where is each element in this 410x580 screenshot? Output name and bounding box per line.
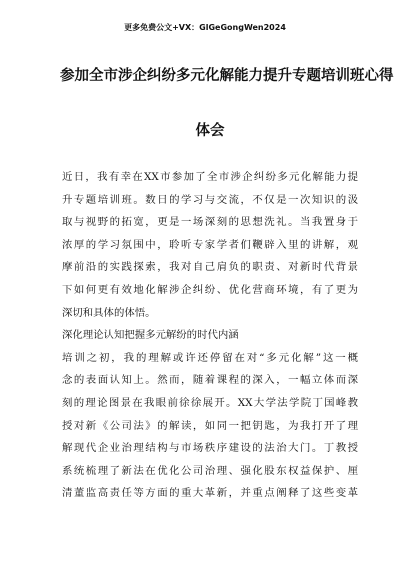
body-line: 升专题培训班。数日的学习与交流，不仅是一次知识的汲: [62, 193, 358, 206]
body-line: 念的表面认知上。然而，随着课程的深入，一幅立体而深: [62, 374, 358, 387]
body-line: 深切和具体的体悟。: [62, 306, 156, 319]
document-title-line-1: 参加全市涉企纠纷多元化解能力提升专题培训班心得: [60, 68, 394, 84]
section-heading: 深化理论认知把握多元解纷的时代内涵: [62, 329, 239, 342]
body-line: 刻的理论图景在我眼前徐徐展开。XX大学法学院丁国峰教: [62, 396, 358, 409]
body-line: 培训之初，我的理解或许还停留在对“多元化解”这一概: [62, 351, 358, 364]
body-line: 下如何更有效地化解涉企纠纷、优化营商环境，有了更为: [62, 283, 358, 296]
document-title-line-2: 体会: [195, 123, 225, 139]
body-line: 摩前沿的实践探索，我对自己肩负的职责、对新时代背景: [62, 261, 358, 274]
body-line: 取与视野的拓宽，更是一场深刻的思想洗礼。当我置身于: [62, 216, 358, 229]
body-line: 授对新《公司法》的解读，如同一把钥匙，为我打开了理: [62, 419, 358, 432]
body-line: 浓厚的学习氛围中，聆听专家学者们鞭辟入里的讲解，观: [62, 238, 358, 251]
header-note: 更多免费公文+VX：GlGeGongWen2024: [124, 23, 286, 32]
body-line: 近日，我有幸在XX市参加了全市涉企纠纷多元化解能力提: [62, 171, 358, 183]
body-line: 系统梳理了新法在优化公司治理、强化股东权益保护、厘: [62, 464, 358, 477]
body-text: [62, 166, 358, 505]
body-line: 解现代企业治理结构与市场秩序建设的法治大门。丁教授: [62, 442, 358, 455]
body-line: 清董监高责任等方面的重大革新，并重点阐释了这些变革: [62, 487, 358, 500]
